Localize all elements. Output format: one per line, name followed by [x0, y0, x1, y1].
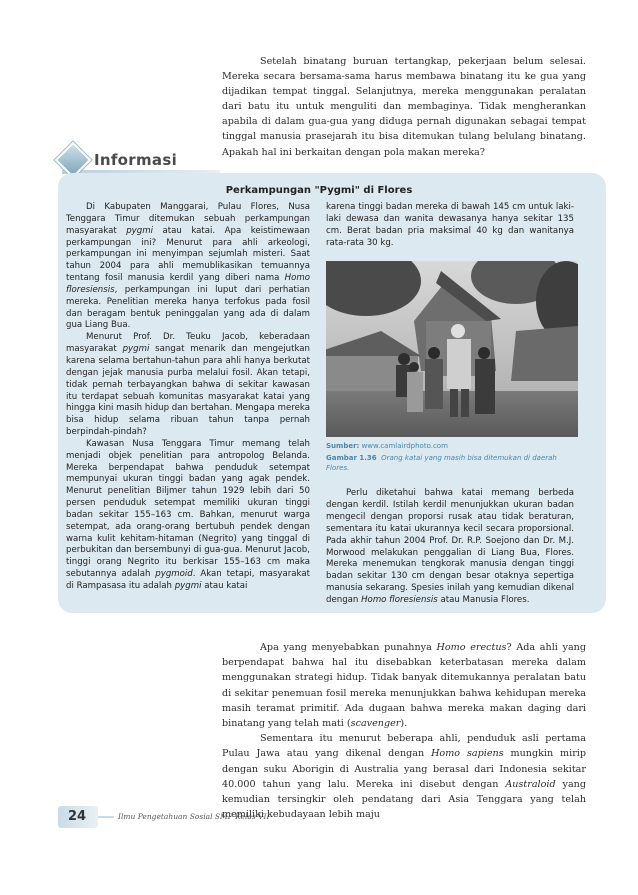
- outro-text: [222, 640, 586, 822]
- photo-source-url: www.camlairdphoto.com: [361, 442, 448, 450]
- footer-divider: [98, 816, 114, 818]
- info-right-column-top: [326, 202, 574, 249]
- left-paragraph-3: Kawasan Nusa Tenggara Timur memang telah menjadi objek penelitian para antropolog Belanda. Mereka berpendapat bahwa penduduk setempat mempunyai ukuran tinggi badan yang agak pendek. Menurut penelitian Biljmer tahun 1929 lebih dari 50 persen penduduk setempat memiliki ukuran tinggi badan sekitar 155–163 cm. Bahkan, menurut warga setempat, ada orang-orang bertubuh pendek dengan warna kulit kehitam-hitaman (Negrito) yang tinggal di perbukitan dan bersembunyi di gua-gua. Menurut Jacob, tinggi orang Negrito itu berkisar 155–163 cm maka sebutannya adalah pygmoid. Akan tetapi, masyarakat di Rampasasa itu adalah pygmi atau katai: [66, 438, 310, 591]
- info-right-column-bottom: [326, 488, 574, 607]
- info-heading-label: Informasi: [94, 151, 178, 169]
- left-paragraph-2: Menurut Prof. Dr. Teuku Jacob, keberadaan masyarakat pygmi sangat menarik dan mengejutkan karena selama bertahun-tahun para ahli hanya berkutat dengan jejak manusia purba melalui fosil. Akan tetapi, tidak pernah terbayangkan bahwa di sekitar kawasan itu terdapat sebuah komunitas masyarakat katai yang hingga kini masih hidup dan bertahan. Mengapa mereka bisa hidup selama ribuan tahun tanpa pernah berpindah-pindah?: [66, 332, 311, 438]
- book-title: Ilmu Pengetahuan Sosial SMP Kelas VII: [118, 812, 270, 821]
- info-heading: [60, 146, 177, 174]
- info-box-title: Perkampungan "Pygmi" di Flores: [225, 185, 413, 196]
- info-left-column: [66, 202, 310, 593]
- flores-people-photo: [326, 261, 578, 437]
- page-number: 24: [68, 809, 87, 824]
- photo-source: Sumber: www.camlairdphoto.com: [326, 442, 448, 450]
- photo-caption: Gambar 1.36 Orang katai yang masih bisa ditemukan di daerah Flores.: [326, 454, 557, 472]
- intro-text: Setelah binatang buruan tertangkap, pekerjaan belum selesai. Mereka secara bersama-sama harus membawa binatang itu ke gua yang dijadikan tempat tinggal. Selanjutnya, mereka menggunakan peralatan dari batu itu untuk menguliti dan membaginya. Tidak mengherankan apabila di dalam gua-gua yang diduga pernah digunakan sebagai tempat tinggal manusia prasejarah itu bisa ditemukan tulang belulang binatang. Apakah hal ini berkaitan dengan pola makan mereka?: [222, 56, 586, 158]
- page-footer: [58, 806, 358, 830]
- left-paragraph-1: Di Kabupaten Manggarai, Pulau Flores, Nusa Tenggara Timur ditemukan sebuah perkampungan masyarakat pygmi atau katai. Apa keistimewaan perkampungan ini? Menurut para ahli arkeologi, perkampungan ini menyimpan sejumlah misteri. Saat tahun 2004 para ahli memublikasikan temuannya tentang fosil manusia kerdil yang diberi nama Homo floresiensis, perkampungan ini luput dari perhatian mereka. Penelitian mereka hanya terfokus pada fosil dan beragam bentuk peninggalan yang ada di dalam gua Liang Bua.: [66, 202, 310, 331]
- intro-paragraph: [222, 54, 586, 160]
- outro-paragraph-2: Sementara itu menurut beberapa ahli, penduduk asli pertama Pulau Jawa atau yang dikenal dengan Homo sapiens mungkin mirip dengan suku Aborigin di Australia yang berasal dari Indonesia sekitar 40.000 tahun yang lalu. Mereka ini disebut dengan Australoid yang kemudian tersingkir oleh pendatang dari Asia Tenggara yang telah memiliki kebudayaan lebih maju: [222, 733, 587, 821]
- right-bottom-paragraph: Perlu diketahui bahwa katai memang berbeda dengan kerdil. Istilah kerdil menunjukkan ukuran badan mengecil dengan proporsi rusak atau tidak beraturan, sementara itu katai ukurannya kecil secara proporsional. Pada akhir tahun 2004 Prof. Dr. R.P. Soejono dan Dr. M.J. Morwood melakukan penggalian di Liang Bua, Flores. Mereka menemukan tengkorak manusia dengan tinggi badan sekitar 130 cm dengan besar otaknya sepertiga manusia sekarang. Spesies inilah yang kemudian dikenal dengan Homo floresiensis atau Manusia Flores.: [326, 488, 574, 606]
- outro-paragraph-1: Apa yang menyebabkan punahnya Homo erectus? Ada ahli yang berpendapat bahwa hal itu disebabkan keterbatasan mereka dalam menggunakan strategi hidup. Tidak banyak ditemukannya peralatan batu di sekitar penemuan fosil mereka menunjukkan bahwa kehidupan mereka masih teramat primitif. Ada dugaan bahwa mereka makan daging dari binatang yang telah mati (scavenger).: [222, 642, 586, 730]
- right-top-paragraph: karena tinggi badan mereka di bawah 145 cm untuk laki-laki dewasa dan wanita dewasanya hanya sekitar 135 cm. Berat badan pria maksimal 40 kg dan wanitanya rata-rata 30 kg.: [326, 202, 574, 248]
